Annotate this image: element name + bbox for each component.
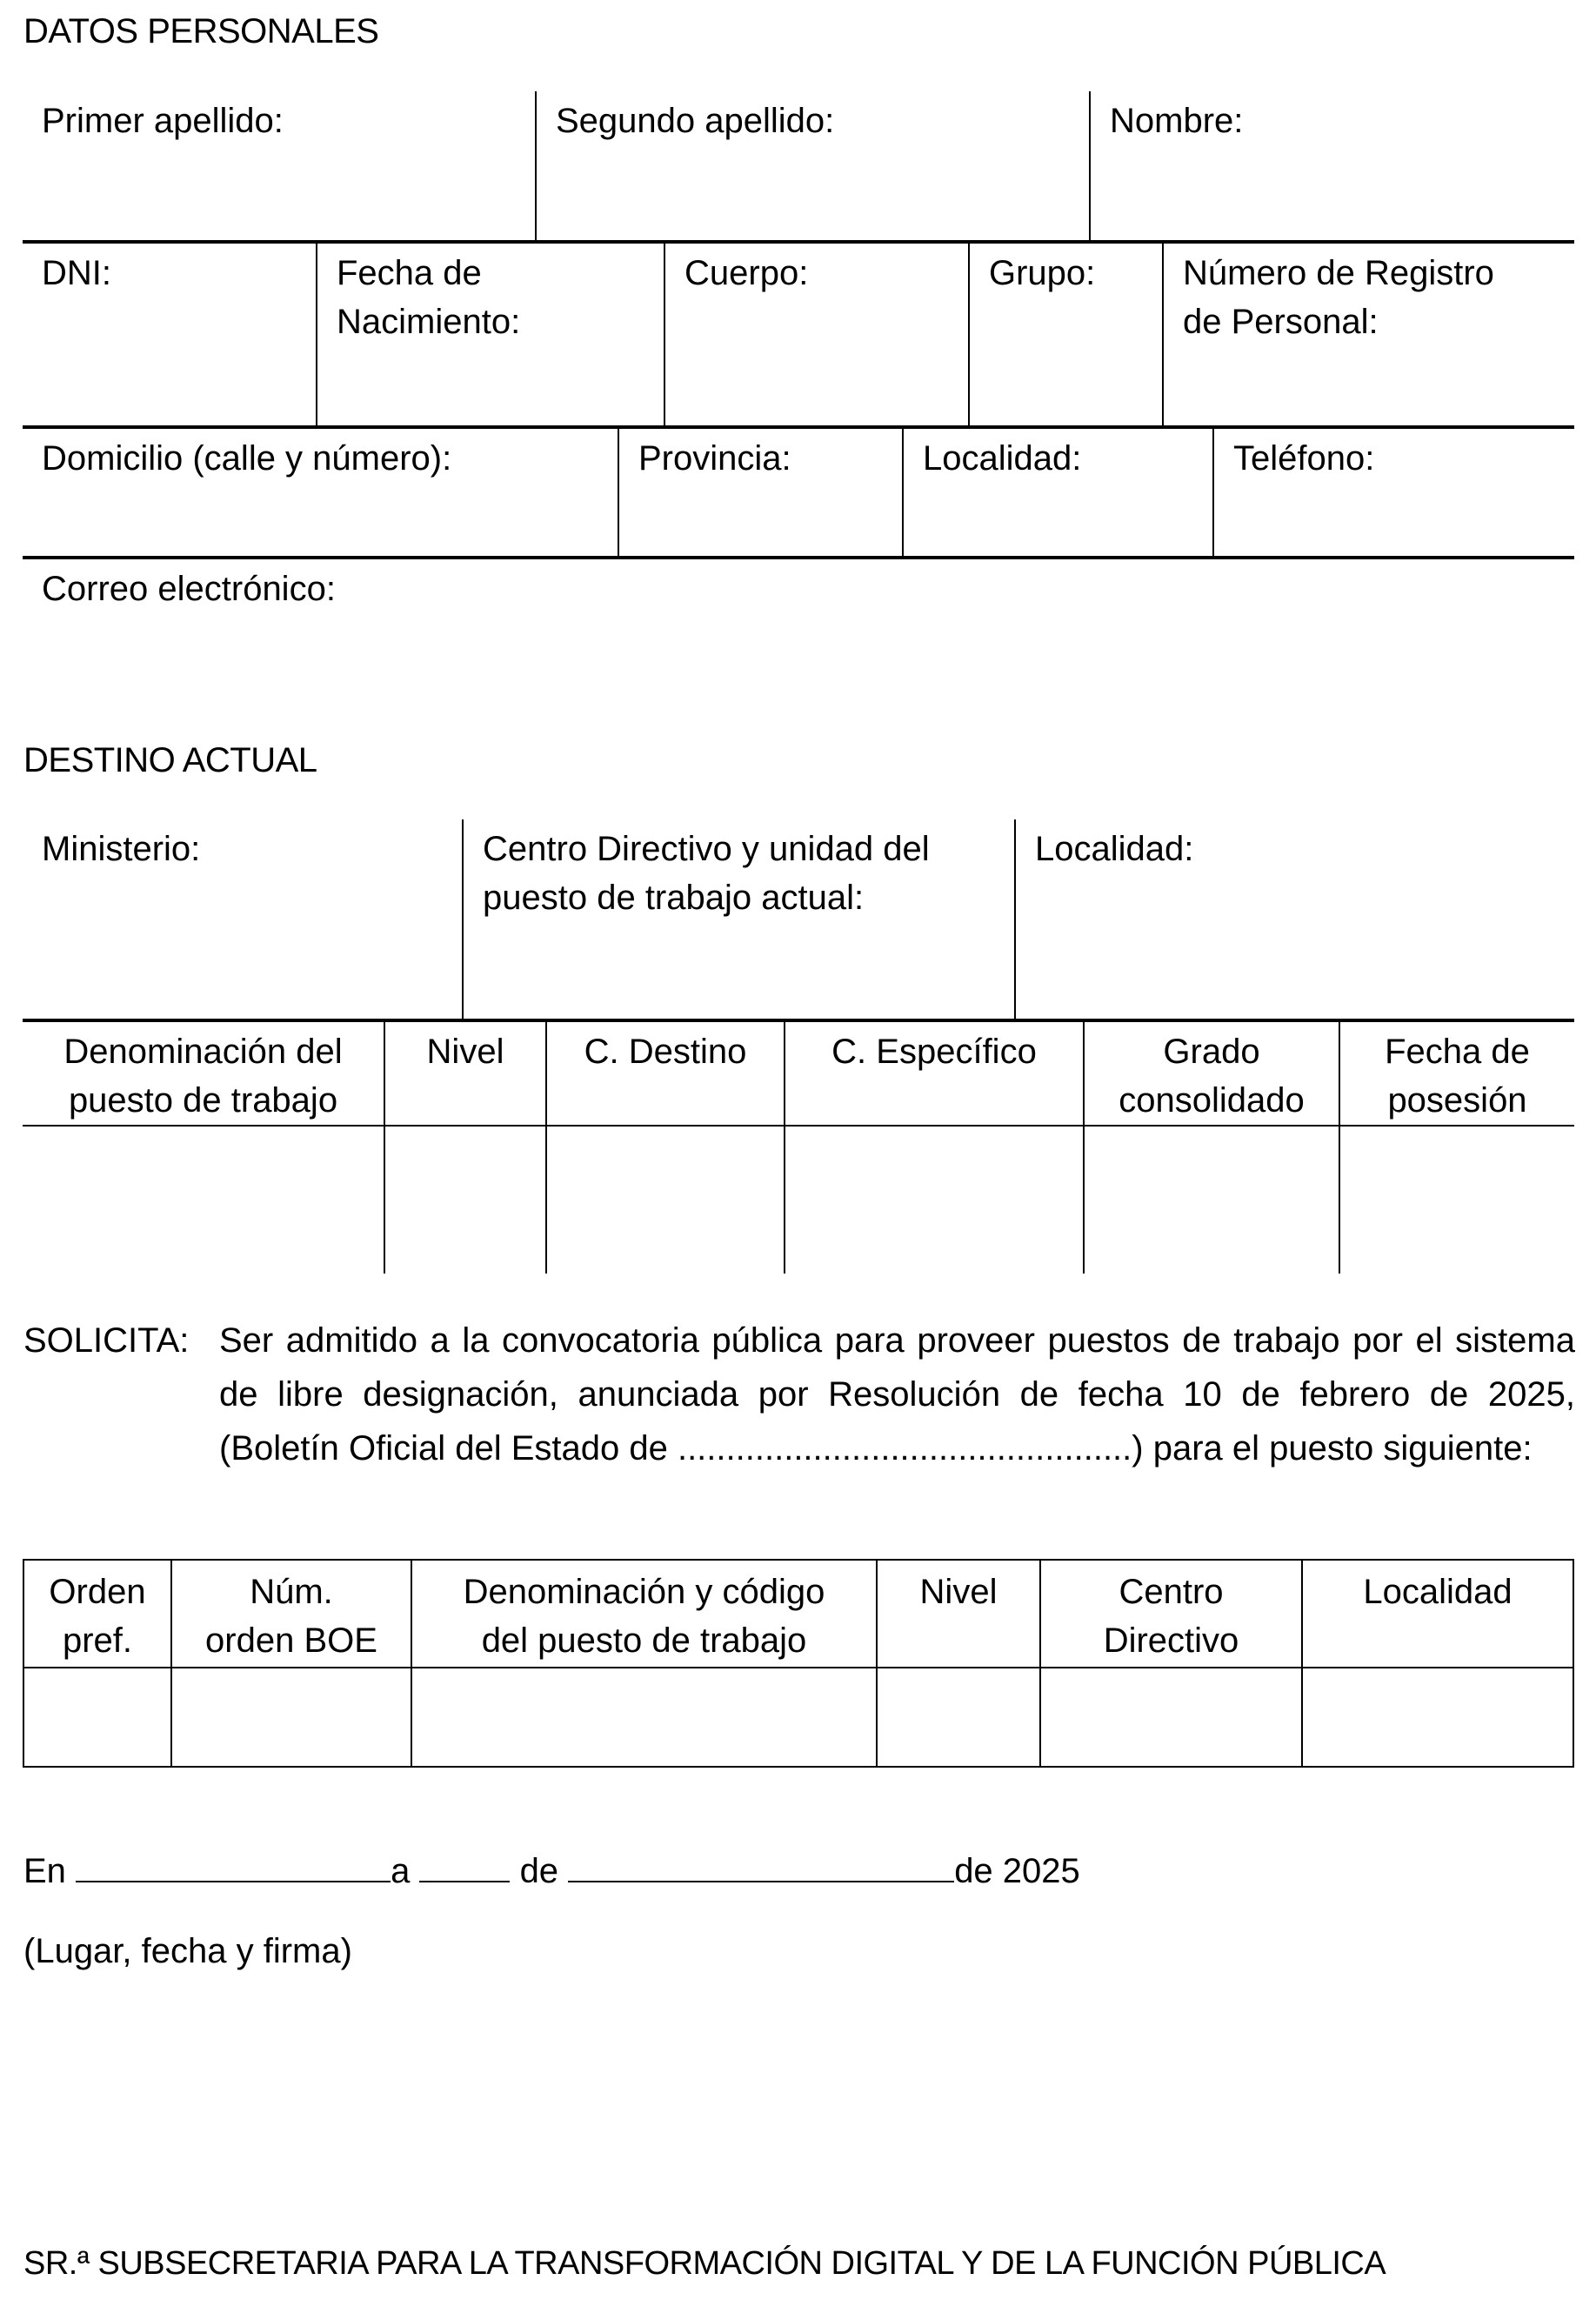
firma-a-text: a (391, 1852, 411, 1890)
lugar-fecha-firma-note: (Lugar, fecha y firma) (23, 1932, 352, 1970)
c-especifico-input-cell[interactable] (785, 1126, 1084, 1274)
centro-label-1: Centro Directivo y unidad del (483, 830, 930, 868)
cuerpo-field[interactable] (664, 243, 969, 426)
firma-de-text: de (519, 1852, 559, 1890)
dni-field[interactable] (23, 243, 317, 426)
orden-pref-input-cell[interactable] (23, 1668, 171, 1767)
correo-label: Correo electrónico: (42, 570, 336, 608)
header-denominacion-codigo: Denominación y código del puesto de trabajo (411, 1560, 877, 1668)
solicita-label: SOLICITA: (23, 1321, 190, 1360)
header-orden-pref: Orden pref. (23, 1560, 171, 1668)
destinatario-footer: SR.ª SUBSECRETARIA PARA LA TRANSFORMACIÓN DIGITAL Y DE LA FUNCIÓN PÚBLICA (23, 2245, 1386, 2282)
dni-label: DNI: (42, 254, 111, 292)
ministerio-field[interactable] (23, 819, 463, 1020)
telefono-label: Teléfono: (1233, 439, 1375, 478)
personal-row-1 (23, 91, 1574, 242)
destino-localidad-label: Localidad: (1035, 830, 1194, 868)
firma-en-text: En (23, 1852, 66, 1890)
fecha-posesion-input-cell[interactable] (1339, 1126, 1574, 1274)
nrp-field[interactable] (1163, 243, 1574, 426)
segundo-apellido-label: Segundo apellido: (556, 102, 835, 140)
firma-line (23, 1851, 1080, 1891)
grado-input-cell[interactable] (1084, 1126, 1339, 1274)
header-centro-directivo: Centro Directivo (1040, 1560, 1302, 1668)
destino-grid (23, 1020, 1574, 1274)
ministerio-label: Ministerio: (42, 830, 201, 868)
header-nivel: Nivel (384, 1021, 546, 1126)
nrp-label-1: Número de Registro (1183, 254, 1494, 292)
centro-label-2: puesto de trabajo actual: (483, 879, 865, 917)
destino-header-row (23, 1021, 1574, 1126)
puesto-localidad-input-cell[interactable] (1302, 1668, 1573, 1767)
fecha-nacimiento-field[interactable] (317, 243, 664, 426)
puesto-nivel-input-cell[interactable] (877, 1668, 1040, 1767)
header-puesto-nivel: Nivel (877, 1560, 1040, 1668)
solicita-block (23, 1314, 1575, 1475)
provincia-label: Provincia: (638, 439, 791, 478)
denominacion-input-cell[interactable] (23, 1126, 384, 1274)
nivel-input-cell[interactable] (384, 1126, 546, 1274)
primer-apellido-label: Primer apellido: (42, 102, 284, 140)
dia-blank[interactable] (419, 1851, 510, 1882)
solicita-text: Ser admitido a la convocatoria pública para proveer puestos de trabajo por el sistema de libre designación, anunciada por Resolución de fecha 10 de febrero de 2025, (Boletín Oficial del Estado de ...............................................) para el puesto siguiente: (219, 1321, 1575, 1468)
cuerpo-label: Cuerpo: (684, 254, 809, 292)
lugar-blank[interactable] (76, 1851, 391, 1882)
localidad-field[interactable] (903, 428, 1213, 557)
section-title-datos-personales: DATOS PERSONALES (23, 12, 379, 50)
puestos-table (23, 1559, 1574, 1768)
num-orden-boe-input-cell[interactable] (171, 1668, 411, 1767)
grupo-label: Grupo: (989, 254, 1096, 292)
domicilio-label: Domicilio (calle y número): (42, 439, 452, 478)
localidad-label: Localidad: (923, 439, 1082, 478)
header-c-destino: C. Destino (546, 1021, 785, 1126)
nrp-label-2: de Personal: (1183, 303, 1379, 341)
fecha-nacimiento-label-1: Fecha de (337, 254, 482, 292)
personal-row-3 (23, 427, 1574, 558)
centro-directivo-input-cell[interactable] (1040, 1668, 1302, 1767)
header-c-especifico: C. Específico (785, 1021, 1084, 1126)
header-fecha-posesion: Fecha de posesión (1339, 1021, 1574, 1126)
header-denominacion: Denominación del puesto de trabajo (23, 1021, 384, 1126)
c-destino-input-cell[interactable] (546, 1126, 785, 1274)
telefono-field[interactable] (1213, 428, 1574, 557)
provincia-field[interactable] (618, 428, 903, 557)
destino-table (23, 819, 1574, 1274)
denominacion-codigo-input-cell[interactable] (411, 1668, 877, 1767)
firma-year-text: de 2025 (954, 1852, 1080, 1890)
mes-blank[interactable] (568, 1851, 954, 1882)
domicilio-field[interactable] (23, 428, 618, 557)
section-title-destino-actual: DESTINO ACTUAL (23, 741, 317, 779)
header-num-orden-boe: Núm. orden BOE (171, 1560, 411, 1668)
puestos-header-row (23, 1560, 1573, 1668)
primer-apellido-field[interactable] (23, 91, 536, 241)
correo-field[interactable] (23, 558, 1574, 659)
nombre-field[interactable] (1090, 91, 1574, 241)
destino-row-1 (23, 819, 1574, 1020)
puestos-entry-row (23, 1668, 1573, 1767)
grupo-field[interactable] (969, 243, 1163, 426)
header-grado-consolidado: Grado consolidado (1084, 1021, 1339, 1126)
personal-row-2 (23, 242, 1574, 427)
destino-localidad-field[interactable] (1015, 819, 1574, 1020)
destino-entry-row (23, 1126, 1574, 1274)
nombre-label: Nombre: (1110, 102, 1244, 140)
personal-row-4 (23, 558, 1574, 659)
centro-directivo-field[interactable] (463, 819, 1015, 1020)
personal-data-table (23, 91, 1574, 659)
segundo-apellido-field[interactable] (536, 91, 1090, 241)
header-puesto-localidad: Localidad (1302, 1560, 1573, 1668)
fecha-nacimiento-label-2: Nacimiento: (337, 303, 521, 341)
